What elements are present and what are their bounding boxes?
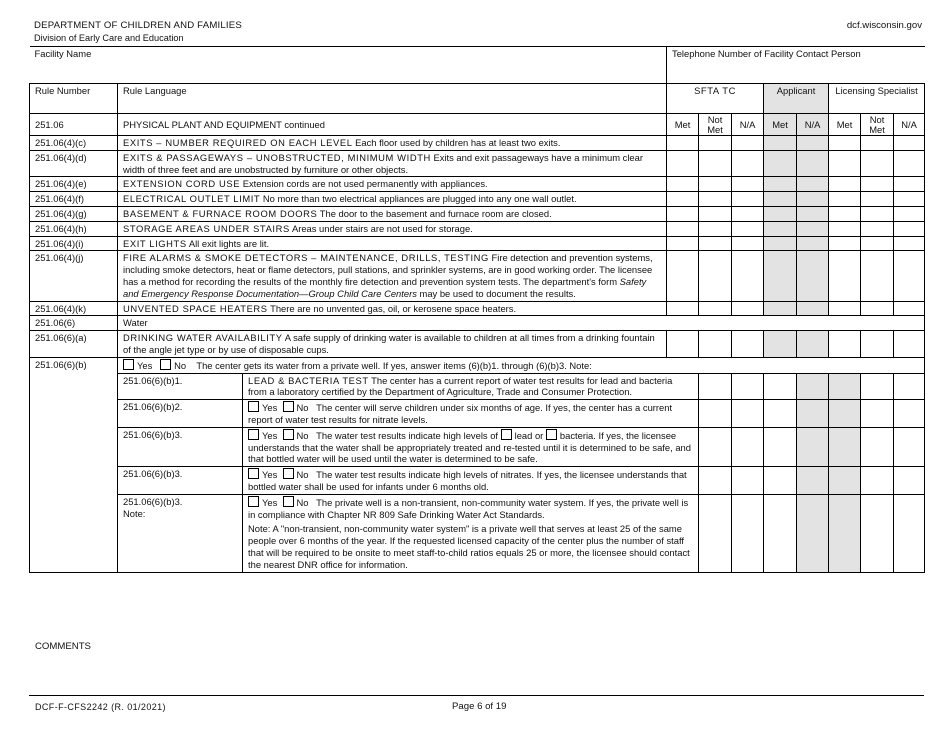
sfta-not-met-cell[interactable] xyxy=(732,467,764,495)
rule-language xyxy=(243,373,699,400)
sfta-na-cell[interactable] xyxy=(764,467,797,495)
sfta-na-cell[interactable] xyxy=(732,331,764,358)
sub-row-b3-nitrates xyxy=(30,467,925,495)
rule-row-4j xyxy=(30,251,925,301)
rule-text: Each floor used by children has at least two exits. xyxy=(355,137,561,148)
sfta-not-met-cell[interactable] xyxy=(699,331,732,358)
ls-not-met-cell[interactable] xyxy=(861,192,894,207)
applicant-na-cell[interactable] xyxy=(829,427,861,466)
sfta-met-cell[interactable] xyxy=(699,400,732,428)
sfta-met-cell[interactable] xyxy=(667,301,699,316)
sfta-met-cell[interactable] xyxy=(667,251,699,301)
sfta-not-met-cell[interactable] xyxy=(699,136,732,151)
sub-row-b3-lead xyxy=(30,427,925,466)
rule-title: UNVENTED SPACE HEATERS xyxy=(123,302,268,314)
rule-row-6a xyxy=(30,331,925,358)
applicant-met-cell[interactable] xyxy=(764,206,797,221)
ls-met-header: Met xyxy=(829,114,861,136)
sfta-tc-header: SFTA TC xyxy=(667,84,764,114)
rule-number: 251.06(4)(k) xyxy=(30,301,118,316)
rule-title: BASEMENT & FURNACE ROOM DOORS xyxy=(123,207,318,219)
ls-na-cell[interactable] xyxy=(894,150,925,177)
ls-not-met-cell[interactable] xyxy=(861,251,894,301)
yes-checkbox[interactable] xyxy=(248,468,259,479)
ls-met-cell[interactable] xyxy=(829,206,861,221)
ls-not-met-header: Not Met xyxy=(861,114,894,136)
applicant-na-cell[interactable] xyxy=(797,301,829,316)
sfta-na-cell[interactable] xyxy=(732,221,764,236)
division-name: Division of Early Care and Education xyxy=(34,33,184,43)
sfta-na-cell[interactable] xyxy=(732,301,764,316)
sfta-not-met-header: Not Met xyxy=(699,114,732,136)
no-label: No xyxy=(296,429,309,441)
rule-title: EXTENSION CORD USE xyxy=(123,178,241,190)
yes-checkbox[interactable] xyxy=(248,401,259,412)
rule-text: The center will serve children under six months of age. If yes, the center has a current report of water test results for nitrate levels. xyxy=(248,402,673,425)
sfta-na-cell[interactable] xyxy=(732,150,764,177)
rule-number: 251.06(6) xyxy=(30,316,118,331)
sfta-met-cell[interactable] xyxy=(699,494,732,572)
rule-number: 251.06(4)(j) xyxy=(30,251,118,301)
rule-text: No more than two electrical appliances are plugged into any one wall outlet. xyxy=(262,193,577,205)
lead-label: lead or xyxy=(514,429,544,441)
applicant-na-cell[interactable] xyxy=(797,136,829,151)
rule-row-4c xyxy=(30,136,925,151)
rule-number-header: Rule Number xyxy=(30,84,118,114)
website-url: dcf.wisconsin.gov xyxy=(846,20,922,31)
section-number: 251.06 xyxy=(30,114,118,136)
sfta-met-cell[interactable] xyxy=(699,373,732,400)
applicant-na-cell[interactable] xyxy=(829,373,861,400)
rule-language xyxy=(118,301,667,316)
no-label: No xyxy=(296,496,309,508)
page-number: Page 6 of 19 xyxy=(452,701,507,712)
rule-number: 251.06(4)(f) xyxy=(30,192,118,207)
no-label: No xyxy=(296,402,309,414)
sfta-na-cell[interactable] xyxy=(732,251,764,301)
rule-title: LEAD & BACTERIA TEST xyxy=(248,374,369,386)
rule-row-4h xyxy=(30,221,925,236)
rule-row-4i xyxy=(30,236,925,251)
ls-na-cell[interactable] xyxy=(894,206,925,221)
rule-title: EXIT LIGHTS xyxy=(123,237,187,249)
rule-text: Areas under stairs are not used for storage. xyxy=(291,222,473,234)
rule-text-after: may be used to document the results. xyxy=(419,287,576,299)
applicant-na-cell[interactable] xyxy=(829,400,861,428)
sfta-na-cell[interactable] xyxy=(732,177,764,192)
sfta-not-met-cell[interactable] xyxy=(699,150,732,177)
applicant-na-cell[interactable] xyxy=(797,331,829,358)
rule-language xyxy=(118,177,667,192)
applicant-na-cell[interactable] xyxy=(797,150,829,177)
no-checkbox[interactable] xyxy=(283,401,294,412)
no-checkbox[interactable] xyxy=(160,359,171,370)
ls-met-cell[interactable] xyxy=(861,467,894,495)
sfta-not-met-cell[interactable] xyxy=(732,373,764,400)
ls-not-met-cell[interactable] xyxy=(894,373,925,400)
sfta-not-met-cell[interactable] xyxy=(699,192,732,207)
ls-met-cell[interactable] xyxy=(861,494,894,572)
sfta-met-cell[interactable] xyxy=(667,150,699,177)
sfta-not-met-cell[interactable] xyxy=(732,427,764,466)
rule-language xyxy=(118,206,667,221)
water-section-row xyxy=(30,316,925,331)
ls-na-header: N/A xyxy=(894,114,925,136)
applicant-met-cell[interactable] xyxy=(797,467,829,495)
ls-not-met-cell[interactable] xyxy=(861,331,894,358)
applicant-na-cell[interactable] xyxy=(797,206,829,221)
no-checkbox[interactable] xyxy=(283,496,294,507)
rule-number: 251.06(4)(e) xyxy=(30,177,118,192)
rule-text: Exits and exit passageways have a minimum clear width of three feet and are unobstructed by furniture or other objects. xyxy=(123,151,643,175)
sub-rule-number: 251.06(6)(b)2. xyxy=(118,400,243,428)
applicant-met-cell[interactable] xyxy=(764,221,797,236)
yes-label: Yes xyxy=(137,359,153,371)
question-text: The center gets its water from a private well. If yes, answer items (6)(b)1. through (6)(b)3. Note: xyxy=(196,359,592,371)
facility-phone-field[interactable] xyxy=(667,47,925,84)
ls-met-cell[interactable] xyxy=(829,236,861,251)
ls-not-met-cell[interactable] xyxy=(894,467,925,495)
yes-checkbox[interactable] xyxy=(123,359,134,370)
ls-na-cell[interactable] xyxy=(894,301,925,316)
rule-language xyxy=(118,236,667,251)
ls-met-cell[interactable] xyxy=(829,221,861,236)
rule-text: Fire detection and prevention systems, including smoke detectors, heat or flame detectors, pull stations, and sprinkler systems, are in good working order. The licensee has a method for recording the results of the monthly fire detection and prevention system tests. The department's form xyxy=(123,252,653,287)
form-id: DCF-F-CFS2242 (R. 01/2021) xyxy=(35,702,166,712)
applicant-na-cell[interactable] xyxy=(829,494,861,572)
rule-title: ELECTRICAL OUTLET LIMIT xyxy=(123,193,261,205)
note-label: Note: xyxy=(123,507,146,519)
sfta-na-cell[interactable] xyxy=(764,427,797,466)
applicant-na-cell[interactable] xyxy=(797,221,829,236)
yes-checkbox[interactable] xyxy=(248,429,259,440)
ls-na-cell[interactable] xyxy=(894,251,925,301)
rule-row-4g xyxy=(30,206,925,221)
sfta-met-header: Met xyxy=(667,114,699,136)
applicant-met-cell[interactable] xyxy=(797,400,829,428)
sfta-na-cell[interactable] xyxy=(732,192,764,207)
ls-not-met-cell[interactable] xyxy=(861,301,894,316)
ls-na-cell[interactable] xyxy=(894,236,925,251)
rule-row-4e xyxy=(30,177,925,192)
no-checkbox[interactable] xyxy=(283,468,294,479)
sub-rule-number: 251.06(6)(b)3. xyxy=(118,427,243,466)
sfta-not-met-cell[interactable] xyxy=(732,494,764,572)
sfta-na-header: N/A xyxy=(732,114,764,136)
applicant-met-cell[interactable] xyxy=(764,301,797,316)
water-section-title: Water xyxy=(118,316,925,331)
sfta-met-cell[interactable] xyxy=(667,136,699,151)
ls-na-cell[interactable] xyxy=(894,331,925,358)
sfta-met-cell[interactable] xyxy=(667,236,699,251)
facility-name-label: Facility Name xyxy=(34,48,92,59)
applicant-met-cell[interactable] xyxy=(764,251,797,301)
sub-row-b2 xyxy=(30,400,925,428)
no-checkbox[interactable] xyxy=(283,429,294,440)
rule-text: The water test results indicate high levels of xyxy=(316,429,499,441)
applicant-header: Applicant xyxy=(764,84,829,114)
form-title: Safety and Emergency Response Documentation—Group Child Care Centers xyxy=(123,275,647,299)
rule-text-after: bacteria. If yes, the licensee understands that the water shall be appropriately treated and re-tested until it is determined to be safe, and that bottled water will be used until the water is determined to be safe. xyxy=(248,429,691,465)
rule-number: 251.06(6)(a) xyxy=(30,331,118,358)
ls-not-met-cell[interactable] xyxy=(894,427,925,466)
rule-row-4f xyxy=(30,192,925,207)
ls-met-cell[interactable] xyxy=(829,136,861,151)
sub-rule-number-text: 251.06(6)(b)3. xyxy=(123,495,183,507)
rule-number: 251.06(4)(c) xyxy=(30,136,118,151)
applicant-na-cell[interactable] xyxy=(797,251,829,301)
applicant-met-cell[interactable] xyxy=(764,177,797,192)
rule-text: There are no unvented gas, oil, or kerosene space heaters. xyxy=(270,302,517,314)
sfta-met-cell[interactable] xyxy=(667,177,699,192)
rule-title: EXITS – NUMBER REQUIRED ON EACH LEVEL xyxy=(123,137,353,148)
rule-number: 251.06(4)(i) xyxy=(30,236,118,251)
licensing-specialist-header: Licensing Specialist xyxy=(829,84,925,114)
rule-language xyxy=(118,192,667,207)
ls-not-met-cell[interactable] xyxy=(861,177,894,192)
sfta-met-cell[interactable] xyxy=(667,192,699,207)
facility-phone-label: Telephone Number of Facility Contact Person xyxy=(672,48,861,59)
sub-rule-number: 251.06(6)(b)1. xyxy=(118,373,243,400)
rule-language xyxy=(118,136,667,151)
sfta-na-cell[interactable] xyxy=(764,494,797,572)
sfta-met-cell[interactable] xyxy=(667,206,699,221)
rule-language xyxy=(118,331,667,358)
rule-title: EXITS & PASSAGEWAYS – UNOBSTRUCTED, MINIMUM WIDTH xyxy=(123,151,431,163)
checklist-table xyxy=(29,46,925,573)
rule-row-6b xyxy=(30,357,925,373)
ls-not-met-cell[interactable] xyxy=(861,206,894,221)
no-label: No xyxy=(174,359,187,371)
rule-language xyxy=(118,221,667,236)
applicant-na-cell[interactable] xyxy=(829,467,861,495)
sub-rule-number: 251.06(6)(b)3. xyxy=(118,467,243,495)
ls-met-cell[interactable] xyxy=(861,373,894,400)
sfta-not-met-cell[interactable] xyxy=(699,301,732,316)
footer-divider xyxy=(29,695,924,696)
private-well-question xyxy=(118,357,925,373)
rule-text: The center has a current report of water test results for lead and bacteria from a laboratory certified by the Department of Agriculture, Trade and Consumer Protection. xyxy=(248,374,673,398)
yes-label: Yes xyxy=(262,469,278,481)
rule-row-4d xyxy=(30,150,925,177)
sfta-not-met-cell[interactable] xyxy=(699,236,732,251)
note-text: Note: A "non-transient, non-community water system" is a private well that serves at least 25 of the same people over 6 months of the year. If the requested licensed capacity of the center plus the number of staff that will be required to be onsite to meet staff-to-child ratios equals 25 or more, the licensee should contact the nearest DNR office for information. xyxy=(248,523,690,570)
sfta-not-met-cell[interactable] xyxy=(732,400,764,428)
ls-na-cell[interactable] xyxy=(894,136,925,151)
sfta-not-met-cell[interactable] xyxy=(699,221,732,236)
yes-label: Yes xyxy=(262,429,278,441)
sub-row-b1 xyxy=(30,373,925,400)
sfta-not-met-cell[interactable] xyxy=(699,177,732,192)
no-label: No xyxy=(296,469,309,481)
rule-language xyxy=(118,150,667,177)
sfta-na-cell[interactable] xyxy=(732,236,764,251)
applicant-met-cell[interactable] xyxy=(764,192,797,207)
lead-checkbox[interactable] xyxy=(501,429,512,440)
rule-row-4k xyxy=(30,301,925,316)
rule-text: The private well is a non-transient, non-community water system. If yes, the private well is in compliance with Chapter NR 809 Safe Drinking Water Act Standards. xyxy=(248,496,689,520)
comments-label: COMMENTS xyxy=(35,641,91,652)
rule-language xyxy=(118,251,667,301)
ls-na-cell[interactable] xyxy=(894,192,925,207)
rule-title: FIRE ALARMS & SMOKE DETECTORS – MAINTENANCE, DRILLS, TESTING xyxy=(123,252,489,264)
rule-text: The door to the basement and furnace room are closed. xyxy=(319,207,552,219)
sub-rule-number xyxy=(118,494,243,572)
ls-na-cell[interactable] xyxy=(894,177,925,192)
sfta-na-cell[interactable] xyxy=(764,400,797,428)
ls-not-met-cell[interactable] xyxy=(861,150,894,177)
page-header xyxy=(34,20,242,44)
applicant-met-cell[interactable] xyxy=(797,427,829,466)
sfta-met-cell[interactable] xyxy=(699,467,732,495)
applicant-met-cell[interactable] xyxy=(764,136,797,151)
sfta-not-met-cell[interactable] xyxy=(699,251,732,301)
rule-text: Extension cords are not used permanently with appliances. xyxy=(242,178,488,190)
department-name: DEPARTMENT OF CHILDREN AND FAMILIES xyxy=(34,20,242,31)
rule-language xyxy=(243,494,699,572)
applicant-met-cell[interactable] xyxy=(764,331,797,358)
facility-name-field[interactable] xyxy=(30,47,667,84)
applicant-na-header: N/A xyxy=(797,114,829,136)
sfta-met-cell[interactable] xyxy=(667,221,699,236)
ls-not-met-cell[interactable] xyxy=(894,400,925,428)
rule-title: DRINKING WATER AVAILABILITY xyxy=(123,332,283,344)
ls-met-cell[interactable] xyxy=(829,331,861,358)
ls-not-met-cell[interactable] xyxy=(861,236,894,251)
section-title: PHYSICAL PLANT AND EQUIPMENT continued xyxy=(118,114,667,136)
ls-met-cell[interactable] xyxy=(829,192,861,207)
rule-number: 251.06(4)(h) xyxy=(30,221,118,236)
yes-checkbox[interactable] xyxy=(248,496,259,507)
yes-label: Yes xyxy=(262,402,278,414)
ls-met-cell[interactable] xyxy=(861,400,894,428)
yes-label: Yes xyxy=(262,496,278,508)
rule-language-header: Rule Language xyxy=(118,84,667,114)
rule-language xyxy=(243,427,699,466)
applicant-na-cell[interactable] xyxy=(797,177,829,192)
ls-met-cell[interactable] xyxy=(861,427,894,466)
applicant-met-cell[interactable] xyxy=(764,150,797,177)
applicant-met-cell[interactable] xyxy=(797,494,829,572)
applicant-met-cell[interactable] xyxy=(764,236,797,251)
rule-language xyxy=(243,467,699,495)
rule-number: 251.06(6)(b) xyxy=(30,357,118,572)
ls-met-cell[interactable] xyxy=(829,251,861,301)
sfta-not-met-cell[interactable] xyxy=(699,206,732,221)
sfta-na-cell[interactable] xyxy=(764,373,797,400)
sfta-met-cell[interactable] xyxy=(699,427,732,466)
rule-text: The water test results indicate high levels of nitrates. If yes, the licensee understands that bottled water shall be used for infants under 6 months old. xyxy=(248,469,687,492)
rule-language xyxy=(243,400,699,428)
rule-title: STORAGE AREAS UNDER STAIRS xyxy=(123,222,290,234)
applicant-na-cell[interactable] xyxy=(797,236,829,251)
ls-met-cell[interactable] xyxy=(829,301,861,316)
ls-met-cell[interactable] xyxy=(829,177,861,192)
rule-number: 251.06(4)(d) xyxy=(30,150,118,177)
applicant-met-header: Met xyxy=(764,114,797,136)
rule-text: All exit lights are lit. xyxy=(188,237,270,249)
bacteria-checkbox[interactable] xyxy=(546,429,557,440)
sfta-met-cell[interactable] xyxy=(667,331,699,358)
sfta-na-cell[interactable] xyxy=(732,206,764,221)
applicant-na-cell[interactable] xyxy=(797,192,829,207)
ls-na-cell[interactable] xyxy=(894,221,925,236)
ls-not-met-cell[interactable] xyxy=(894,494,925,572)
applicant-met-cell[interactable] xyxy=(797,373,829,400)
ls-met-cell[interactable] xyxy=(829,150,861,177)
ls-not-met-cell[interactable] xyxy=(861,136,894,151)
sfta-na-cell[interactable] xyxy=(732,136,764,151)
rule-text: A safe supply of drinking water is available to children at all times from a drinking fountain of the angle jet type or by use of disposable cups. xyxy=(123,332,655,355)
ls-not-met-cell[interactable] xyxy=(861,221,894,236)
sub-row-b3-note xyxy=(30,494,925,572)
rule-number: 251.06(4)(g) xyxy=(30,206,118,221)
